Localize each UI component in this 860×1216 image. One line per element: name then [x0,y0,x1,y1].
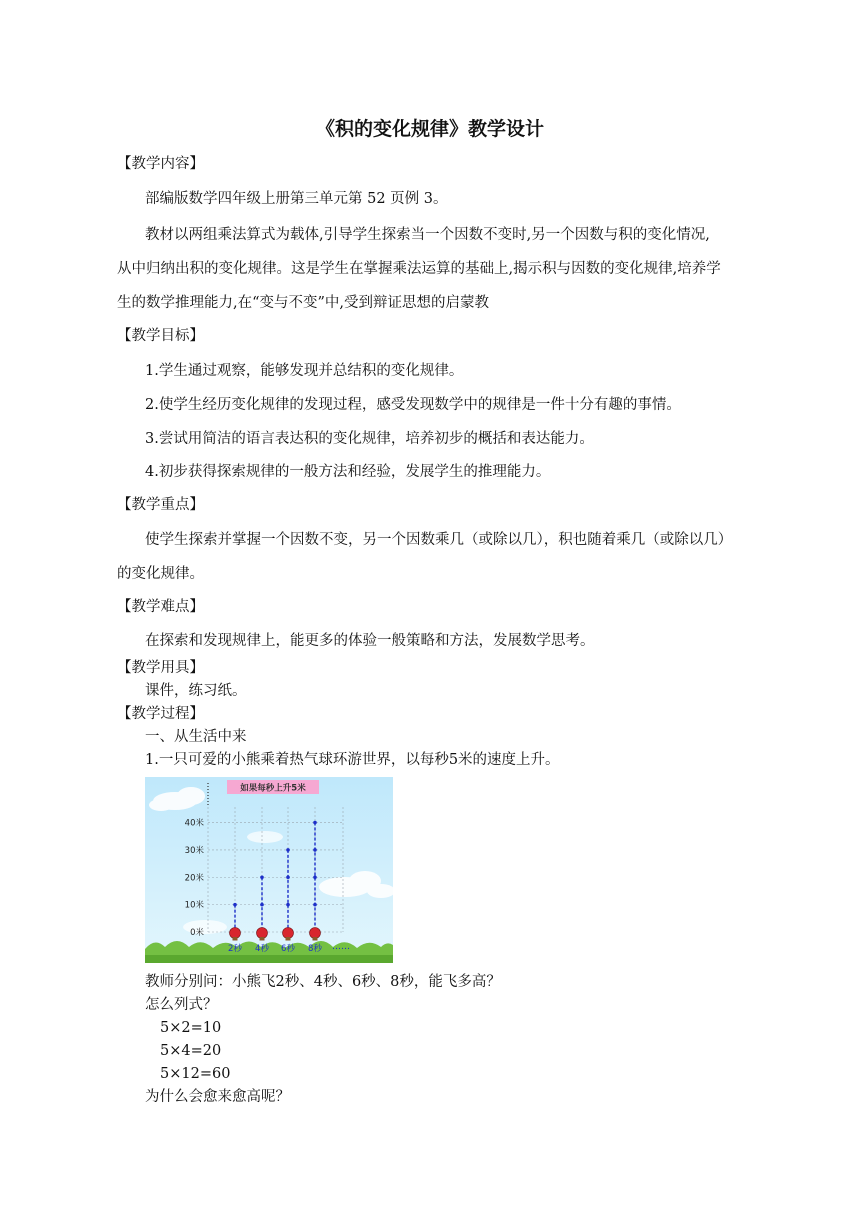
balloon-basket-icon [260,937,265,941]
balloon-icon [257,928,268,939]
process-subheading-1: 一、从生活中来 [145,729,247,745]
heading-process: 【教学过程】 [117,706,204,722]
tools-line-1: 课件，练习纸。 [145,683,247,699]
goal-item-3: 3.尝试用简洁的语言表达积的变化规律，培养初步的概括和表达能力。 [145,431,594,447]
balloon-icon [310,928,321,939]
heading-goals: 【教学目标】 [117,328,204,344]
heading-content: 【教学内容】 [117,156,204,172]
height-point [286,903,290,907]
difficulty-line-1: 在探索和发现规律上，能更多的体验一般策略和方法，发展数学思考。 [145,633,595,649]
process-how: 怎么列式？ [145,997,218,1013]
page-title: 《积的变化规律》教学设计 [315,118,544,140]
content-paragraph-2-line-2: 从中归纳出积的变化规律。这是学生在掌握乘法运算的基础上,揭示积与因数的变化规律,培养学 [117,261,721,277]
y-tick-label: 10米 [184,900,204,911]
equation-3: 5×12=60 [160,1066,231,1082]
height-point [260,875,264,879]
height-point [313,848,317,852]
process-item-1: 1.一只可爱的小熊乘着热气球环游世界，以每秒5米的速度上升。 [145,752,560,768]
height-point [286,848,290,852]
balloon-height-figure [145,777,393,963]
height-point [286,875,290,879]
y-tick-label: 40米 [184,818,204,829]
goal-item-4: 4.初步获得探索规律的一般方法和经验，发展学生的推理能力。 [145,464,551,480]
balloon-basket-icon [286,937,291,941]
x-tick-label: 4秒 [255,944,269,954]
height-point [313,875,317,879]
x-tick-label: 2秒 [228,944,242,954]
heading-difficulty: 【教学难点】 [117,599,204,615]
x-tick-label: 6秒 [281,944,295,954]
process-question: 教师分别问：小熊飞2秒、4秒、6秒、8秒，能飞多高？ [145,974,501,990]
equation-2: 5×4=20 [160,1043,222,1059]
x-ellipsis: …… [332,942,350,952]
equation-1: 5×2=10 [160,1020,222,1036]
balloon-icon [283,928,294,939]
key-points-line-1: 使学生探索并掌握一个因数不变，另一个因数乘几（或除以几），积也随着乘几（或除以几） [145,532,733,548]
y-tick-label: 0米 [190,928,204,938]
y-tick-label: 20米 [184,873,204,884]
key-points-line-2: 的变化规律。 [117,566,204,582]
height-point [313,821,317,825]
goal-item-1: 1.学生通过观察，能够发现并总结积的变化规律。 [145,363,464,379]
x-tick-label: 8秒 [308,944,322,954]
height-point [233,903,237,907]
figure-banner: 如果每秒上升5米 [240,783,306,794]
process-why: 为什么会愈来愈高呢？ [145,1089,290,1105]
heading-tools: 【教学用具】 [117,660,204,676]
height-point [313,903,317,907]
balloon-icon [230,928,241,939]
heading-key-points: 【教学重点】 [117,497,204,513]
height-point [260,903,264,907]
balloon-basket-icon [233,937,238,941]
y-tick-label: 30米 [184,845,204,856]
balloon-basket-icon [313,937,318,941]
content-paragraph-2-line-1: 教材以两组乘法算式为载体,引导学生探索当一个因数不变时,另一个因数与积的变化情况, [145,227,710,243]
content-paragraph-2-line-3: 生的数学推理能力,在“变与不变”中,受到辩证思想的启蒙教 [117,295,490,311]
content-paragraph-1: 部编版数学四年级上册第三单元第 52 页例 3。 [145,191,448,207]
goal-item-2: 2.使学生经历变化规律的发现过程，感受发现数学中的规律是一件十分有趣的事情。 [145,397,681,413]
